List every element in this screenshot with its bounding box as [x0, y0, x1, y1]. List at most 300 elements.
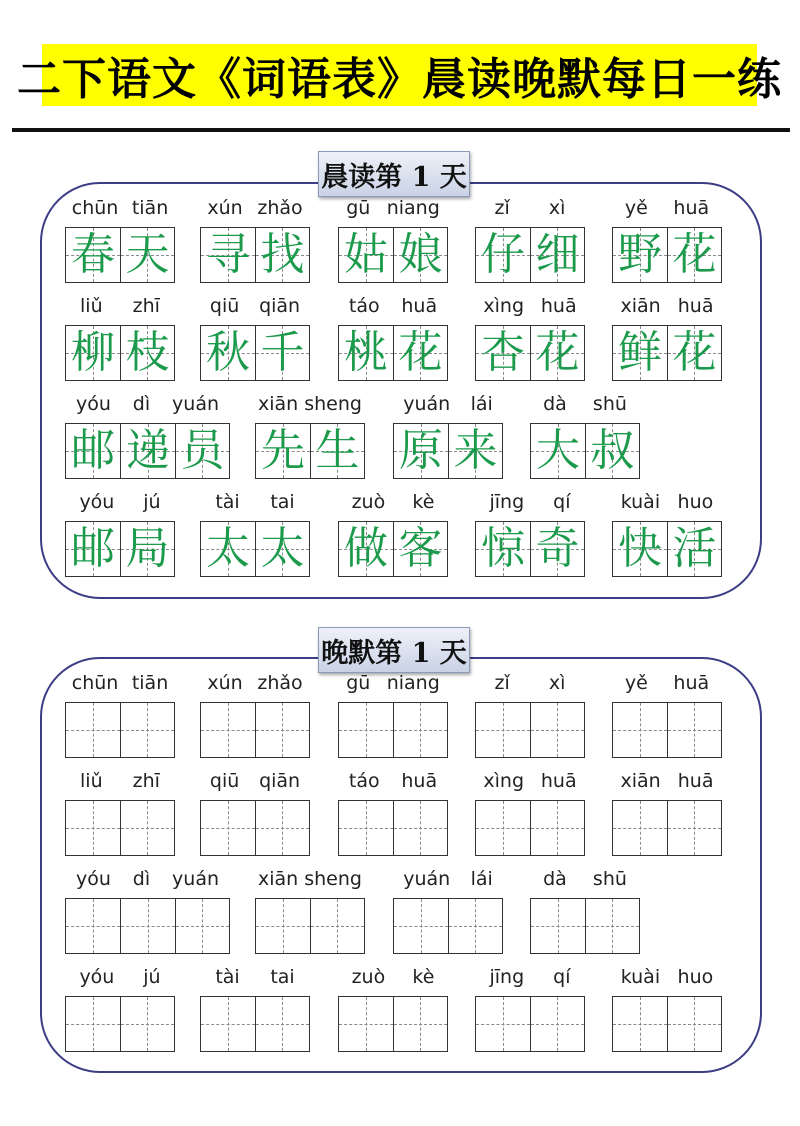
pinyin-label — [65, 770, 175, 794]
writing-cell[interactable] — [255, 801, 309, 855]
hanzi-character — [201, 703, 255, 757]
hanzi-character: 邮 — [70, 523, 115, 574]
hanzi-character: 鲜 — [617, 327, 662, 378]
writing-cell[interactable] — [585, 899, 639, 953]
hanzi-character — [256, 997, 309, 1051]
pinyin-label — [338, 197, 448, 221]
pinyin-label — [65, 295, 175, 319]
character-cell — [66, 522, 120, 576]
hanzi-character: 活 — [672, 523, 717, 574]
tianzige-grid[interactable] — [338, 702, 448, 758]
writing-cell[interactable] — [448, 899, 502, 953]
writing-cell[interactable] — [339, 801, 393, 855]
pinyin-label — [475, 295, 585, 319]
tianzige-grid — [65, 423, 230, 479]
hanzi-character — [311, 899, 364, 953]
pinyin-label — [200, 197, 310, 221]
hanzi-character: 来 — [453, 425, 498, 476]
pinyin-syllable: yuán — [403, 868, 451, 890]
character-cell — [667, 228, 721, 282]
hanzi-character — [586, 899, 639, 953]
pinyin-syllable: qiān — [259, 770, 301, 792]
pinyin-syllable: tài — [215, 966, 240, 988]
writing-cell[interactable] — [66, 801, 120, 855]
pinyin-syllable: xiān — [258, 868, 299, 890]
tianzige-grid[interactable] — [65, 996, 175, 1052]
title-divider — [12, 128, 790, 132]
character-cell — [613, 326, 667, 380]
hanzi-character — [201, 997, 255, 1051]
writing-cell[interactable] — [530, 703, 584, 757]
hanzi-character — [668, 997, 721, 1051]
hanzi-character — [531, 899, 585, 953]
tianzige-grid — [475, 227, 585, 283]
pinyin-syllable: xìng — [483, 295, 525, 317]
writing-cell[interactable] — [310, 899, 364, 953]
pinyin-syllable: huo — [677, 966, 714, 988]
character-cell — [255, 228, 309, 282]
hanzi-character: 桃 — [343, 327, 388, 378]
pinyin-label — [65, 868, 230, 892]
pinyin-syllable: gū — [346, 672, 371, 694]
pinyin-syllable: jīng — [489, 966, 525, 988]
pinyin-syllable: zhī — [132, 770, 160, 792]
hanzi-character: 太 — [260, 523, 305, 574]
tianzige-grid[interactable] — [65, 800, 175, 856]
writing-cell[interactable] — [476, 801, 530, 855]
pinyin-syllable: dà — [543, 868, 567, 890]
writing-cell[interactable] — [394, 899, 448, 953]
pinyin-syllable: qiū — [209, 770, 240, 792]
pinyin-syllable: tiān — [131, 197, 169, 219]
hanzi-character — [449, 899, 502, 953]
pinyin-syllable: xún — [207, 197, 243, 219]
pinyin-syllable: shū — [592, 393, 627, 415]
pinyin-syllable: tài — [215, 491, 240, 513]
hanzi-character — [668, 703, 721, 757]
tianzige-grid — [393, 423, 503, 479]
tianzige-grid[interactable] — [338, 800, 448, 856]
pinyin-syllable: sheng — [304, 868, 362, 890]
tianzige-grid[interactable] — [200, 800, 310, 856]
writing-cell[interactable] — [476, 703, 530, 757]
hanzi-character — [394, 801, 447, 855]
hanzi-character: 客 — [398, 523, 443, 574]
tianzige-grid[interactable] — [475, 996, 585, 1052]
hanzi-character: 花 — [535, 327, 580, 378]
pinyin-syllable: táo — [348, 770, 380, 792]
character-cell — [394, 424, 448, 478]
tianzige-grid[interactable] — [65, 702, 175, 758]
hanzi-character: 快 — [617, 523, 662, 574]
pinyin-syllable: tai — [270, 491, 295, 513]
pinyin-label — [393, 393, 503, 417]
hanzi-character: 千 — [260, 327, 305, 378]
evening-panel-label: 晚默第 1 天 — [318, 627, 470, 673]
pinyin-label — [338, 491, 448, 515]
character-cell — [530, 522, 584, 576]
hanzi-character — [339, 997, 393, 1051]
character-cell — [393, 228, 447, 282]
hanzi-character — [256, 703, 309, 757]
writing-cell[interactable] — [393, 801, 447, 855]
pinyin-syllable: zǐ — [494, 672, 510, 694]
hanzi-character: 花 — [398, 327, 443, 378]
writing-cell[interactable] — [255, 703, 309, 757]
tianzige-grid — [200, 521, 310, 577]
character-cell — [531, 424, 585, 478]
character-cell — [530, 326, 584, 380]
morning-panel-label: 晨读第 1 天 — [318, 151, 470, 197]
writing-cell[interactable] — [201, 997, 255, 1051]
hanzi-character — [476, 801, 530, 855]
pinyin-syllable: niang — [386, 197, 440, 219]
hanzi-character: 叔 — [590, 425, 635, 476]
pinyin-syllable: xì — [548, 197, 566, 219]
writing-cell[interactable] — [667, 801, 721, 855]
character-cell — [175, 424, 229, 478]
hanzi-character — [256, 801, 309, 855]
hanzi-character — [613, 997, 667, 1051]
hanzi-character: 娘 — [398, 229, 443, 280]
pinyin-syllable: kè — [412, 491, 435, 513]
character-cell — [310, 424, 364, 478]
pinyin-syllable: liǔ — [80, 770, 103, 792]
hanzi-character: 员 — [180, 425, 225, 476]
pinyin-label — [530, 393, 640, 417]
hanzi-character: 找 — [260, 229, 305, 280]
pinyin-label — [612, 197, 722, 221]
character-cell — [393, 522, 447, 576]
character-cell — [476, 522, 530, 576]
pinyin-label — [612, 295, 722, 319]
tianzige-grid[interactable] — [475, 702, 585, 758]
pinyin-syllable: kè — [412, 966, 435, 988]
writing-cell[interactable] — [256, 899, 310, 953]
pinyin-syllable: sheng — [304, 393, 362, 415]
hanzi-character: 生 — [315, 425, 360, 476]
writing-cell[interactable] — [66, 703, 120, 757]
pinyin-label — [200, 491, 310, 515]
pinyin-syllable: zǐ — [494, 197, 510, 219]
writing-cell[interactable] — [531, 899, 585, 953]
hanzi-character — [394, 997, 447, 1051]
hanzi-character — [121, 899, 174, 953]
character-cell — [255, 522, 309, 576]
pinyin-syllable: yuán — [172, 393, 220, 415]
character-cell — [476, 326, 530, 380]
tianzige-grid[interactable] — [255, 898, 365, 954]
pinyin-syllable: zhī — [132, 295, 160, 317]
tianzige-grid[interactable] — [393, 898, 503, 954]
pinyin-syllable: xiān — [258, 393, 299, 415]
character-cell — [476, 228, 530, 282]
pinyin-syllable: niang — [386, 672, 440, 694]
character-cell — [66, 326, 120, 380]
character-cell — [530, 228, 584, 282]
writing-cell[interactable] — [613, 801, 667, 855]
character-cell — [66, 228, 120, 282]
hanzi-character: 原 — [398, 425, 443, 476]
pinyin-syllable: liǔ — [80, 295, 103, 317]
pinyin-label — [612, 770, 722, 794]
pinyin-syllable: qiān — [259, 295, 301, 317]
hanzi-character: 姑 — [343, 229, 388, 280]
character-cell — [393, 326, 447, 380]
pinyin-syllable: shū — [592, 868, 627, 890]
tianzige-grid[interactable] — [612, 800, 722, 856]
hanzi-character — [394, 703, 447, 757]
hanzi-character: 邮 — [71, 425, 116, 476]
pinyin-syllable: yóu — [79, 966, 115, 988]
pinyin-label — [200, 966, 310, 990]
pinyin-syllable: xiān — [620, 295, 661, 317]
pinyin-syllable: kuài — [620, 491, 661, 513]
writing-cell[interactable] — [393, 997, 447, 1051]
writing-cell[interactable] — [667, 997, 721, 1051]
writing-cell[interactable] — [120, 899, 174, 953]
pinyin-syllable: qí — [553, 966, 571, 988]
character-cell — [613, 522, 667, 576]
hanzi-character: 做 — [343, 523, 388, 574]
pinyin-syllable: huā — [540, 295, 577, 317]
pinyin-syllable: xì — [548, 672, 566, 694]
hanzi-character — [394, 899, 448, 953]
pinyin-syllable: jīng — [489, 491, 525, 513]
hanzi-character: 野 — [617, 229, 662, 280]
tianzige-grid — [65, 521, 175, 577]
pinyin-syllable: yuán — [172, 868, 220, 890]
writing-cell[interactable] — [393, 703, 447, 757]
pinyin-syllable: tiān — [131, 672, 169, 694]
character-cell — [448, 424, 502, 478]
writing-cell[interactable] — [613, 997, 667, 1051]
pinyin-label — [338, 672, 448, 696]
pinyin-syllable: huā — [401, 770, 438, 792]
tianzige-grid — [65, 227, 175, 283]
writing-cell[interactable] — [120, 801, 174, 855]
title-banner — [17, 44, 782, 106]
hanzi-character — [476, 997, 530, 1051]
writing-cell[interactable] — [201, 703, 255, 757]
character-cell — [339, 522, 393, 576]
pinyin-label — [475, 672, 585, 696]
tianzige-grid[interactable] — [530, 898, 640, 954]
hanzi-character: 大 — [535, 425, 580, 476]
pinyin-syllable: gū — [346, 197, 371, 219]
writing-cell[interactable] — [613, 703, 667, 757]
hanzi-character — [339, 801, 393, 855]
pinyin-syllable: qí — [553, 491, 571, 513]
writing-cell[interactable] — [120, 997, 174, 1051]
character-cell — [120, 326, 174, 380]
pinyin-syllable: zhǎo — [257, 672, 303, 694]
writing-cell[interactable] — [66, 997, 120, 1051]
writing-cell[interactable] — [66, 899, 120, 953]
tianzige-grid — [200, 227, 310, 283]
hanzi-character: 惊 — [480, 523, 525, 574]
character-cell — [120, 228, 174, 282]
pinyin-syllable: dì — [132, 868, 151, 890]
hanzi-character: 春 — [70, 229, 115, 280]
writing-cell[interactable] — [530, 801, 584, 855]
character-cell — [339, 326, 393, 380]
hanzi-character: 杏 — [480, 327, 525, 378]
hanzi-character — [668, 801, 721, 855]
writing-cell[interactable] — [255, 997, 309, 1051]
pinyin-syllable: lái — [470, 393, 493, 415]
pinyin-label — [338, 966, 448, 990]
pinyin-syllable: táo — [348, 295, 380, 317]
hanzi-character: 枝 — [125, 327, 170, 378]
pinyin-label — [200, 295, 310, 319]
hanzi-character — [613, 801, 667, 855]
pinyin-syllable: huā — [673, 197, 710, 219]
pinyin-label — [338, 770, 448, 794]
tianzige-grid — [530, 423, 640, 479]
pinyin-syllable: chūn — [71, 197, 119, 219]
hanzi-character: 天 — [125, 229, 170, 280]
hanzi-character — [476, 703, 530, 757]
writing-cell[interactable] — [339, 703, 393, 757]
pinyin-syllable: huā — [401, 295, 438, 317]
hanzi-character: 秋 — [205, 327, 250, 378]
pinyin-syllable: huā — [677, 770, 714, 792]
pinyin-syllable: xìng — [483, 770, 525, 792]
hanzi-character — [121, 801, 174, 855]
pinyin-syllable: tai — [270, 966, 295, 988]
pinyin-syllable: huā — [677, 295, 714, 317]
pinyin-syllable: lái — [470, 868, 493, 890]
hanzi-character — [339, 703, 393, 757]
hanzi-character — [121, 997, 174, 1051]
pinyin-syllable: dì — [132, 393, 151, 415]
tianzige-grid[interactable] — [612, 702, 722, 758]
character-cell — [339, 228, 393, 282]
character-cell — [667, 522, 721, 576]
character-cell — [66, 424, 120, 478]
tianzige-grid[interactable] — [65, 898, 230, 954]
pinyin-label — [65, 393, 230, 417]
pinyin-label — [393, 868, 503, 892]
pinyin-label — [612, 672, 722, 696]
pinyin-syllable: huā — [673, 672, 710, 694]
character-cell — [667, 326, 721, 380]
tianzige-grid[interactable] — [200, 996, 310, 1052]
pinyin-label — [475, 491, 585, 515]
character-cell — [201, 228, 255, 282]
pinyin-syllable: huā — [540, 770, 577, 792]
writing-cell[interactable] — [175, 899, 229, 953]
pinyin-label — [65, 966, 175, 990]
writing-cell[interactable] — [201, 801, 255, 855]
pinyin-label — [255, 393, 365, 417]
writing-cell[interactable] — [120, 703, 174, 757]
hanzi-character — [531, 703, 584, 757]
hanzi-character — [66, 801, 120, 855]
pinyin-label — [338, 295, 448, 319]
hanzi-character: 柳 — [70, 327, 115, 378]
pinyin-label — [530, 868, 640, 892]
character-cell — [256, 424, 310, 478]
hanzi-character: 递 — [126, 425, 170, 476]
character-cell — [201, 522, 255, 576]
pinyin-syllable: huo — [677, 491, 714, 513]
tianzige-grid — [338, 521, 448, 577]
pinyin-label — [612, 491, 722, 515]
hanzi-character: 奇 — [535, 523, 580, 574]
pinyin-syllable: jú — [143, 491, 161, 513]
pinyin-syllable: kuài — [620, 966, 661, 988]
tianzige-grid — [475, 521, 585, 577]
pinyin-syllable: xún — [207, 672, 243, 694]
hanzi-character: 仔 — [480, 229, 525, 280]
hanzi-character — [121, 703, 174, 757]
hanzi-character — [531, 997, 584, 1051]
pinyin-label — [475, 966, 585, 990]
pinyin-syllable: zuò — [351, 966, 386, 988]
pinyin-syllable: xiān — [620, 770, 661, 792]
writing-cell[interactable] — [476, 997, 530, 1051]
tianzige-grid[interactable] — [475, 800, 585, 856]
character-cell — [613, 228, 667, 282]
hanzi-character: 先 — [260, 425, 305, 476]
character-cell — [255, 326, 309, 380]
character-cell — [120, 424, 174, 478]
pinyin-syllable: qiū — [209, 295, 240, 317]
pinyin-label — [612, 966, 722, 990]
pinyin-syllable: jú — [143, 966, 161, 988]
writing-cell[interactable] — [530, 997, 584, 1051]
hanzi-character — [531, 801, 584, 855]
tianzige-grid — [200, 325, 310, 381]
tianzige-grid — [612, 227, 722, 283]
tianzige-grid[interactable] — [612, 996, 722, 1052]
tianzige-grid — [338, 227, 448, 283]
writing-cell[interactable] — [667, 703, 721, 757]
writing-cell[interactable] — [339, 997, 393, 1051]
pinyin-label — [475, 770, 585, 794]
pinyin-syllable: yóu — [75, 868, 111, 890]
pinyin-label — [200, 672, 310, 696]
tianzige-grid — [475, 325, 585, 381]
pinyin-syllable: yuán — [403, 393, 451, 415]
hanzi-character: 太 — [205, 523, 250, 574]
hanzi-character — [176, 899, 229, 953]
pinyin-label — [65, 491, 175, 515]
tianzige-grid — [612, 521, 722, 577]
tianzige-grid — [338, 325, 448, 381]
pinyin-syllable: yě — [624, 197, 648, 219]
pinyin-syllable: yóu — [75, 393, 111, 415]
page-title: 二下语文《词语表》晨读晚默每日一练 — [17, 54, 782, 105]
character-cell — [585, 424, 639, 478]
hanzi-character — [66, 997, 120, 1051]
tianzige-grid — [612, 325, 722, 381]
tianzige-grid[interactable] — [338, 996, 448, 1052]
tianzige-grid — [255, 423, 365, 479]
pinyin-label — [475, 197, 585, 221]
hanzi-character: 细 — [535, 229, 580, 280]
pinyin-syllable: zuò — [351, 491, 386, 513]
hanzi-character: 局 — [125, 523, 170, 574]
character-cell — [201, 326, 255, 380]
hanzi-character: 花 — [672, 327, 717, 378]
tianzige-grid[interactable] — [200, 702, 310, 758]
hanzi-character — [66, 899, 120, 953]
tianzige-grid — [65, 325, 175, 381]
hanzi-character — [201, 801, 255, 855]
